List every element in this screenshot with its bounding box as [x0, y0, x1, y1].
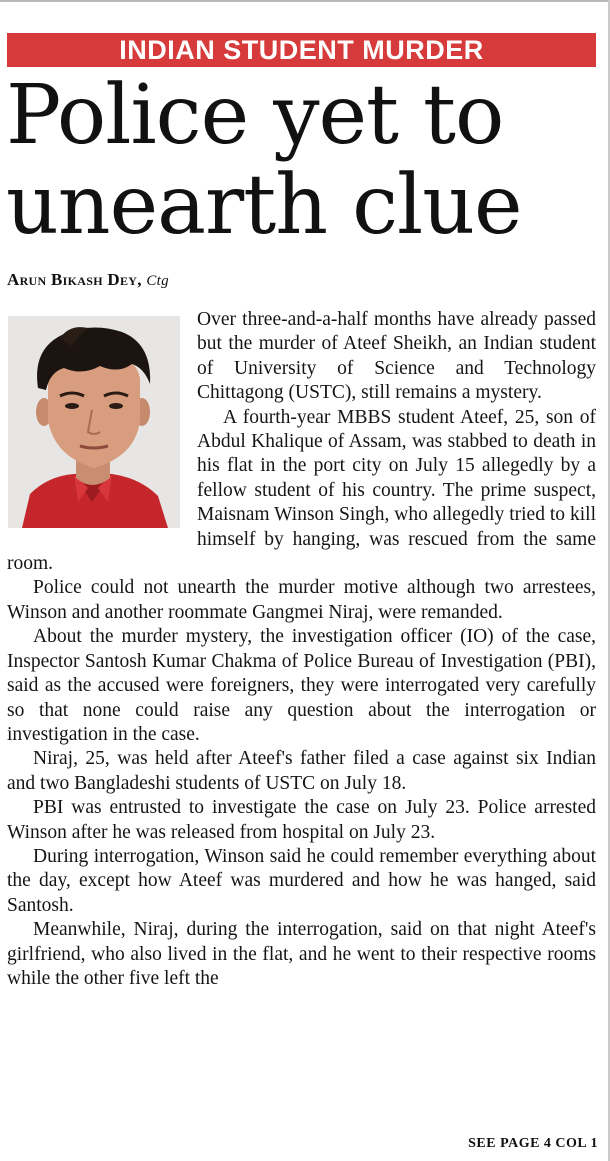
headline: [6, 68, 606, 253]
headline-line-1: Police yet to: [6, 68, 504, 163]
byline: [7, 270, 169, 292]
article-body: [7, 308, 596, 991]
paragraph: A fourth-year MBBS student Ateef, 25, son of Abdul Khalique of Assam, was stabbed to death in his flat in the port city on July 15 allegedly by a fellow student of his country. The prime suspect, Maisnam Winson Singh, who allegedly tried to kill himself by hanging, was rescued from the same room.: [7, 406, 596, 575]
byline-location: Ctg: [146, 273, 169, 289]
top-border: [0, 0, 610, 2]
paragraph: Over three-and-a-half months have already passed but the murder of Ateef Sheikh, an Indian student of University of Science and Technology Chittagong (USTC), still remains a mystery.: [197, 309, 596, 404]
headline-line-2: unearth clue: [6, 158, 522, 253]
paragraph: PBI was entrusted to investigate the case on July 23. Police arrested Winson after he was released from hospital on July 23.: [7, 797, 596, 843]
kicker-banner: INDIAN STUDENT MURDER: [7, 33, 596, 67]
continuation-reference: SEE PAGE 4 COL 1: [468, 1136, 598, 1151]
paragraph: During interrogation, Winson said he could remember everything about the day, except how Ateef was murdered and how he was hanged, said Santosh.: [7, 845, 596, 916]
paragraph: Niraj, 25, was held after Ateef's father filed a case against six Indian and two Bangladeshi students of USTC on July 18.: [7, 748, 596, 794]
paragraph: Police could not unearth the murder motive although two arrestees, Winson and another roommate Gangmei Niraj, were remanded.: [7, 577, 596, 623]
paragraph: About the murder mystery, the investigation officer (IO) of the case, Inspector Santosh Kumar Chakma of Police Bureau of Investigation (PBI), said as the accused were foreigners, they were interrogated very carefully so that none could raise any question about the interrogation or investigation in the case.: [7, 626, 596, 745]
paragraph: Meanwhile, Niraj, during the interrogation, said on that night Ateef's girlfriend, who also lived in the flat, and he went to their respective rooms while the other five left the: [7, 919, 596, 989]
byline-author: Arun Bikash Dey,: [7, 270, 142, 289]
photo-float-space: [7, 308, 187, 543]
